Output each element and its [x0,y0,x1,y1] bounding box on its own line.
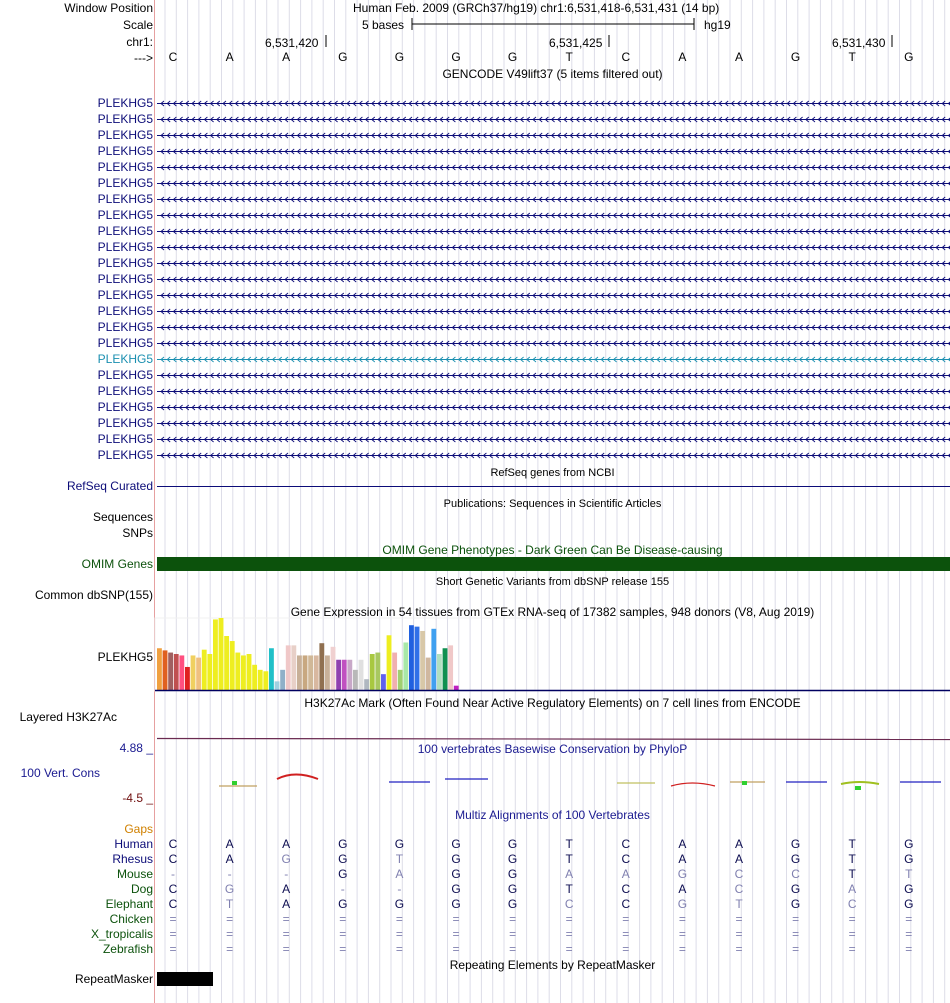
gencode-track-title: GENCODE V49lift37 (5 items filtered out) [442,67,663,81]
multiz-base: = [735,942,743,956]
multiz-base: = [169,927,177,941]
multiz-base: G [790,852,801,866]
gencode-gene-label[interactable]: PLEKHG5 [97,368,153,382]
reference-base: G [394,50,405,64]
multiz-base: C [734,867,744,881]
multiz-base: A [678,852,687,866]
gencode-gene-label[interactable]: PLEKHG5 [97,144,153,158]
omim-track-label[interactable]: OMIM Genes [81,557,153,571]
multiz-base: = [565,912,573,926]
coord-tick-1: 6,531,420 [265,36,319,50]
gencode-gene-label[interactable]: PLEKHG5 [97,448,153,462]
scale-db-label: hg19 [704,18,731,32]
multiz-base: T [395,852,404,866]
multiz-base: C [168,897,178,911]
multiz-base: = [452,927,460,941]
gencode-gene-label[interactable]: PLEKHG5 [97,320,153,334]
phylop-track-title: 100 vertebrates Basewise Conservation by PhyloP [417,742,688,756]
gencode-gene-label[interactable]: PLEKHG5 [97,272,153,286]
gtex-track-label[interactable]: PLEKHG5 [97,650,153,664]
gencode-gene-label[interactable]: PLEKHG5 [97,96,153,110]
repeatmasker-track-label[interactable]: RepeatMasker [74,972,153,986]
multiz-species-label[interactable]: Rhesus [112,852,153,866]
gencode-gene-label[interactable]: PLEKHG5 [97,192,153,206]
multiz-species-label[interactable]: Mouse [116,867,153,881]
multiz-base: = [509,912,517,926]
multiz-base: T [905,867,913,881]
multiz-base: C [564,897,574,911]
gencode-gene-label[interactable]: PLEKHG5 [97,224,153,238]
gencode-gene-label[interactable]: PLEKHG5 [97,352,153,366]
window-position-label: Window Position [64,1,153,15]
multiz-base: A [282,882,291,896]
assembly-position: Human Feb. 2009 (GRCh37/hg19) chr1:6,531,418-6,531,431 (14 bp) [353,1,720,15]
gencode-gene-label[interactable]: PLEKHG5 [97,128,153,142]
scale-bar-label: 5 bases [362,18,405,32]
multiz-base: A [678,837,687,851]
gencode-gene-label[interactable]: PLEKHG5 [97,288,153,302]
multiz-base: G [507,867,518,881]
multiz-base: = [678,942,686,956]
h3k27ac-track-title: H3K27Ac Mark (Often Found Near Active Regulatory Elements) on 7 cell lines from ENCODE [304,696,801,710]
multiz-base: = [678,927,686,941]
reference-base: G [790,50,801,64]
multiz-base: = [735,927,743,941]
multiz-base: = [226,942,234,956]
multiz-base: C [621,852,631,866]
multiz-base: - [227,867,232,881]
gencode-gene-label[interactable]: PLEKHG5 [97,208,153,222]
multiz-base: = [792,912,800,926]
strand-label: ---> [134,51,153,65]
multiz-base: C [621,837,631,851]
multiz-base: C [168,852,178,866]
h3k27ac-track-label[interactable]: Layered H3K27Ac [19,710,117,724]
reference-base: A [734,50,743,64]
reference-base: T [565,50,573,64]
multiz-base: G [451,882,461,896]
multiz-base: T [735,897,743,911]
multiz-base: = [395,927,403,941]
phylop-max-label: 4.88 _ [119,741,153,755]
multiz-base: G [790,897,801,911]
multiz-base: G [904,897,914,911]
multiz-base: A [565,867,574,881]
omim-track-title: OMIM Gene Phenotypes - Dark Green Can Be Disease-causing [382,543,723,557]
multiz-base: A [282,837,291,851]
multiz-base: T [565,882,573,896]
gencode-gene-label[interactable]: PLEKHG5 [97,304,153,318]
scale-label: Scale [122,18,153,32]
multiz-base: T [225,897,234,911]
multiz-base: A [678,882,687,896]
phylop-track-label[interactable]: 100 Vert. Cons [20,766,100,780]
multiz-base: A [734,837,743,851]
refseq-track-title: RefSeq genes from NCBI [490,467,615,479]
repeatmasker-element[interactable] [157,972,213,986]
gencode-gene-label[interactable]: PLEKHG5 [97,336,153,350]
snps-track-label[interactable]: SNPs [122,526,153,540]
gtex-track-title: Gene Expression in 54 tissues from GTEx RNA-seq of 17382 samples, 948 donors (V8, Aug 2019) [290,605,815,619]
track-area[interactable] [155,0,950,1003]
multiz-base: G [507,882,518,896]
multiz-base: T [565,852,573,866]
multiz-base: A [282,897,291,911]
multiz-base: = [735,912,743,926]
multiz-base: G [451,837,461,851]
gencode-gene-label[interactable]: PLEKHG5 [97,384,153,398]
multiz-base: G [451,897,461,911]
phylop-min-label: -4.5 _ [122,791,153,805]
dbsnp-track-title: Short Genetic Variants from dbSNP release 155 [435,576,670,588]
coord-tick-2: 6,531,425 [549,36,603,50]
multiz-species-label[interactable]: Zebrafish [102,942,153,956]
multiz-base: C [168,837,178,851]
gencode-gene-label[interactable]: PLEKHG5 [97,416,153,430]
multiz-base: = [622,912,630,926]
chrom-label: chr1: [126,35,153,49]
multiz-gaps-label: Gaps [124,822,153,836]
multiz-species-label[interactable]: X_tropicalis [90,927,153,941]
multiz-base: T [848,867,856,881]
multiz-species-label[interactable]: Dog [130,882,153,896]
coord-tick-3: 6,531,430 [832,36,886,50]
multiz-base: = [792,927,800,941]
multiz-species-label[interactable]: Chicken [109,912,153,926]
multiz-base: G [338,852,348,866]
reference-base: G [338,50,348,64]
multiz-base: = [452,942,460,956]
gencode-gene-label[interactable]: PLEKHG5 [97,240,153,254]
multiz-base: T [848,852,856,866]
multiz-base: G [507,837,518,851]
multiz-base: = [565,927,573,941]
refseq-track-label[interactable]: RefSeq Curated [66,479,153,493]
reference-base: T [848,50,856,64]
multiz-base: = [509,942,517,956]
dbsnp-track-label[interactable]: Common dbSNP(155) [34,588,153,602]
gencode-gene-label[interactable]: PLEKHG5 [97,160,153,174]
multiz-base: A [621,867,630,881]
multiz-base: = [905,912,913,926]
multiz-base: = [395,912,403,926]
multiz-base: G [451,852,461,866]
multiz-base: G [451,867,461,881]
multiz-base: = [905,927,913,941]
gencode-gene-label[interactable]: PLEKHG5 [97,432,153,446]
multiz-base: = [848,927,856,941]
multiz-base: = [339,942,347,956]
multiz-species-label[interactable]: Elephant [105,897,153,911]
reference-base: C [621,50,631,64]
multiz-base: G [507,852,518,866]
reference-base: C [168,50,178,64]
multiz-base: = [226,912,234,926]
multiz-base: - [397,882,402,896]
reference-base: G [507,50,518,64]
multiz-base: G [338,837,348,851]
multiz-base: = [848,912,856,926]
multiz-base: = [848,942,856,956]
multiz-base: = [339,912,347,926]
multiz-base: = [169,912,177,926]
multiz-base: G [394,897,405,911]
multiz-base: = [678,912,686,926]
multiz-base: G [281,852,291,866]
multiz-base: C [791,867,800,881]
multiz-base: - [340,882,345,896]
multiz-track-title: Multiz Alignments of 100 Vertebrates [455,808,650,822]
multiz-base: G [338,897,348,911]
gencode-gene-label[interactable]: PLEKHG5 [97,112,153,126]
multiz-base: G [904,852,914,866]
multiz-base: G [338,867,348,881]
reference-base: A [678,50,687,64]
multiz-base: = [282,912,290,926]
multiz-base: G [904,882,914,896]
phylop-conservation-plot[interactable] [155,0,950,800]
multiz-base: - [284,867,289,881]
multiz-base: = [395,942,403,956]
multiz-base: - [171,867,175,881]
multiz-base: A [225,852,234,866]
multiz-base: G [790,882,801,896]
multiz-base: = [282,942,290,956]
reference-base: G [451,50,461,64]
repeatmasker-track-title: Repeating Elements by RepeatMasker [449,958,656,972]
track-labels-column [0,0,153,1003]
multiz-base: C [621,897,631,911]
multiz-base: A [734,852,743,866]
multiz-base: T [848,837,856,851]
multiz-base: = [622,942,630,956]
multiz-base: A [395,867,404,881]
multiz-base: A [225,837,234,851]
publications-track-title: Publications: Sequences in Scientific Articles [443,498,662,510]
multiz-base: G [677,897,688,911]
multiz-base: C [621,882,631,896]
multiz-base: C [168,882,178,896]
reference-base: A [225,50,234,64]
multiz-base: = [339,927,347,941]
multiz-base: G [790,837,801,851]
gencode-gene-label[interactable]: PLEKHG5 [97,176,153,190]
multiz-base: = [169,942,177,956]
multiz-species-label[interactable]: Human [114,837,153,851]
multiz-base: G [224,882,235,896]
multiz-base: = [452,912,460,926]
multiz-base: = [905,942,913,956]
multiz-base: C [734,882,744,896]
multiz-base: G [904,837,914,851]
multiz-base: = [792,942,800,956]
multiz-base: = [282,927,290,941]
multiz-base: C [847,897,857,911]
gencode-gene-label[interactable]: PLEKHG5 [97,256,153,270]
multiz-base: = [509,927,517,941]
multiz-base: G [394,837,405,851]
multiz-base: G [677,867,688,881]
multiz-base: = [226,927,234,941]
multiz-base: A [848,882,857,896]
multiz-base: G [507,897,518,911]
sequences-track-label[interactable]: Sequences [92,510,153,524]
gencode-gene-label[interactable]: PLEKHG5 [97,400,153,414]
multiz-base: T [565,837,573,851]
reference-base: G [904,50,914,64]
reference-base: A [282,50,291,64]
multiz-base: = [565,942,573,956]
multiz-base: = [622,927,630,941]
